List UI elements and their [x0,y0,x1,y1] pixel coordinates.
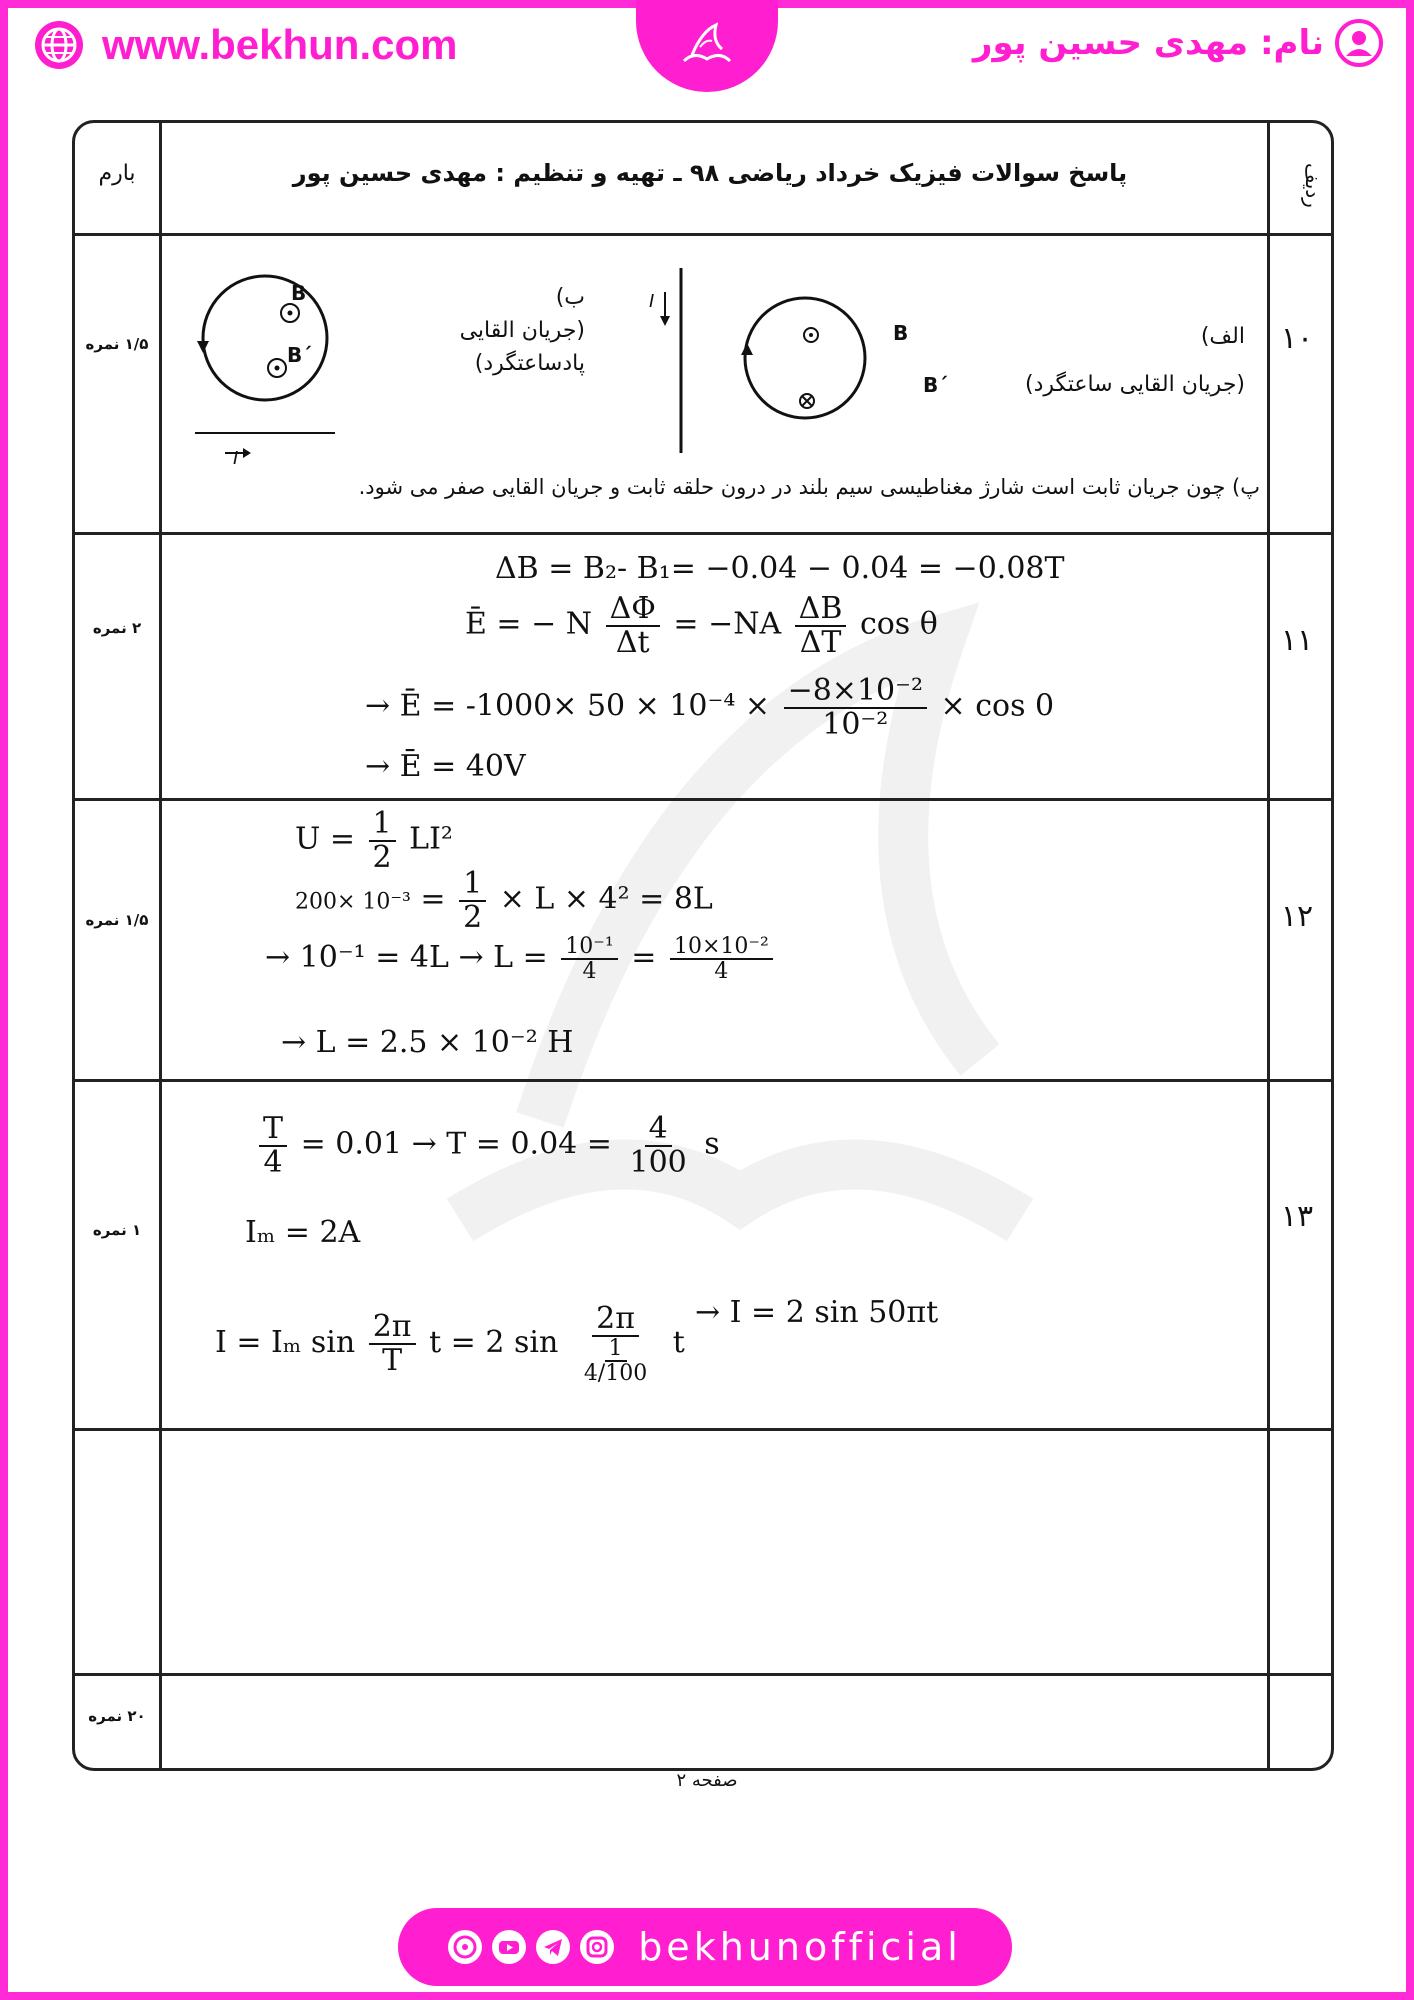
part-a-answer [975,313,1245,410]
book-logo-icon [672,11,742,81]
wire-current-label: I [649,291,655,312]
label-b: B [291,281,307,305]
equation-emf-result: → Ē = 40V [365,749,526,784]
long-wire [651,268,691,458]
part-p-answer: پ) چون جریان ثابت است شارژ مغناطیسی سیم بلند در درون حلقه ثابت و جریان القایی صفر می شود. [358,475,1260,499]
equation-inductance: → 10⁻¹ = 4L → L = $\frac{\text{10⁻¹}}{4}$ = $\frac{\text{10×10⁻²}}{4}$ [265,935,777,983]
answer-table [72,120,1334,1771]
globe-icon [32,18,86,72]
diagram-b-loop [195,263,355,463]
label-b-prime-a: B´ [923,373,949,397]
part-b-answer [375,281,585,380]
label-b-prime: B´ [287,343,313,367]
part-a-text: (جریان القایی ساعتگرد) [1025,372,1245,398]
label-current: I [233,448,239,469]
table-title: پاسخ سوالات فیزیک خرداد ریاضی ۹۸ ـ تهیه و تنظیم : مهدی حسین پور [292,159,1128,187]
page-number: صفحه ۲ [676,1770,738,1791]
instagram-icon[interactable] [580,1930,614,1964]
equation-energy-rest: × L × 4² = 8L [499,881,713,917]
brand-logo [636,0,778,92]
row-divider [75,1673,1331,1676]
row-divider [75,1079,1331,1082]
row-number: ۱۱ [1280,623,1314,658]
row-number: ۱۰ [1280,321,1314,356]
part-b-line1: (جریان القایی [459,318,585,343]
equation-energy: U = $\frac{1}{2}$ LI² [295,806,453,875]
equation-emf-substitution: → Ē = -1000× 50 × 10⁻⁴ × $\frac{\text{−8×10⁻²}}{\text{10⁻²}}$ × cos 0 [365,673,1055,742]
user-icon [1334,18,1384,68]
part-b-line2: پادساعتگرد) [474,351,585,376]
equation-energy-substitution: 200× 10⁻³ = $\frac{1}{2}$ × L × 4² = 8L [295,866,713,935]
equation-period-rest: = 0.01 → T = 0.04 = [300,1126,612,1162]
row-divider [75,798,1331,801]
diagram-a-loop [725,283,885,443]
total-score: ۲۰ نمره [88,1707,146,1725]
author-name-text: نام: مهدی حسین پور [972,23,1324,63]
row-score: ۲ نمره [92,619,142,637]
row-number: ۱۲ [1280,899,1314,934]
part-a-label: الف) [1200,324,1245,349]
row-divider [75,1428,1331,1431]
col-divider-score [159,123,162,1768]
column-header-row: ردیف [1301,162,1325,208]
equation-emf-formula: Ē = − N $\frac{\Delta\Phi}{\Delta t}$ = −NA $\frac{\Delta B}{\Delta T}$ cos θ [465,591,938,660]
equation-period: $\frac{T}{4}$ = 0.01 → T = 0.04 = $\frac{4}{100}$ s [255,1113,720,1178]
website-link[interactable] [32,18,457,72]
row-score: ۱/۵ نمره [85,335,149,353]
row-number: ۱۳ [1280,1199,1314,1234]
aparat-icon[interactable] [448,1930,482,1964]
equation-current-result: → I = 2 sin 50πt [695,1295,939,1330]
website-text: www.bekhun.com [102,21,458,68]
equation-inductance-result: → L = 2.5 × 10⁻² H [281,1025,574,1060]
telegram-icon[interactable] [536,1930,570,1964]
col-divider-row [1267,123,1270,1768]
social-footer[interactable] [398,1908,1012,1986]
label-b-a: B [893,321,909,345]
column-header-score: بارم [98,161,136,186]
row-divider [75,233,1331,236]
part-b-label: ب) [555,285,585,310]
youtube-icon[interactable] [492,1930,526,1964]
equation-delta-b: ΔB = B₂- B₁= −0.04 − 0.04 = −0.08T [495,551,1065,586]
equation-max-current: Iₘ = 2A [245,1215,361,1250]
row-score: ۱ نمره [92,1221,142,1239]
author-name [973,18,1384,68]
header [0,0,1414,95]
row-score: ۱/۵ نمره [85,911,149,929]
social-handle: bekhunofficial [638,1925,962,1969]
row-divider [75,532,1331,535]
equation-current: I = Iₘ sin $\frac{2\pi}{T}$ t = 2 sin $\frac{2\pi}{\frac{1}{4/100}}$ t [215,1301,685,1386]
